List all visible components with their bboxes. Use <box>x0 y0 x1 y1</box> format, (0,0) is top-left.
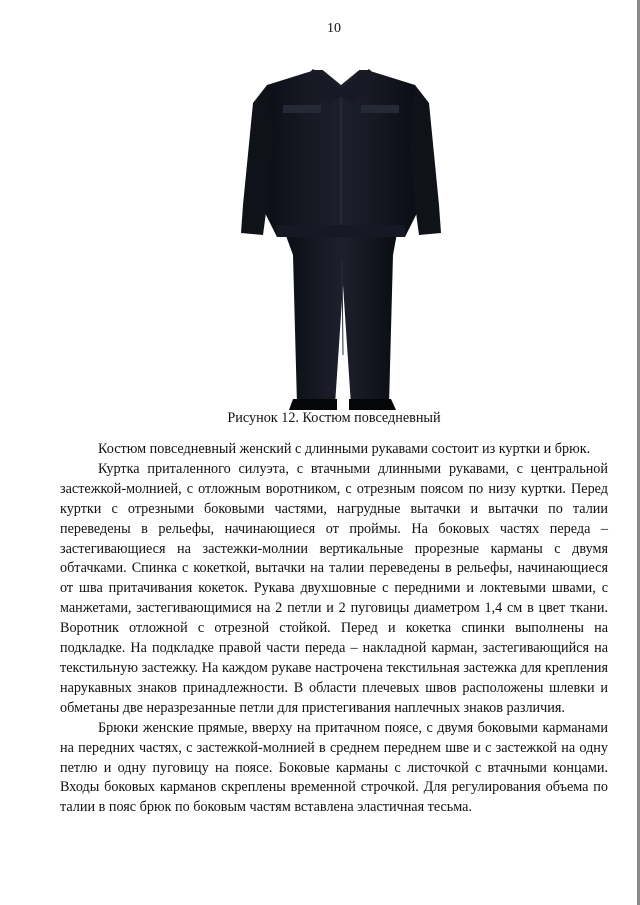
left-shoe <box>289 399 337 410</box>
body-text <box>60 440 608 818</box>
left-pocket-flap <box>283 105 321 113</box>
figure-uniform-suit <box>215 55 465 410</box>
page-number: 10 <box>327 21 341 36</box>
uniform-suit-photo-icon <box>215 55 465 410</box>
paragraph: Куртка приталенного силуэта, с втачными длинными рукавами, с центральной застежкой-молнией, с отложным воротником, с отрезным поясом по низу куртки. Перед куртки с отрезными боковыми частями, нагрудные вытачки и вытачки по талии переведены в рельефы, начинающиеся от проймы. На боковых частях переда – застегивающиеся на застежки-молнии вертикальные прорезные карманы с двумя обтачками. Спинка с кокеткой, вытачки на талии переведены в рельефы, начинающиеся от шва притачивания кокеток. Рукава двухшовные с передними и локтевыми швами, с манжетами, застегивающимися на 2 петли и 2 пуговицы диаметром 1,4 см в цвет ткани. Воротник отложной с отрезной стойкой. Перед и кокетка спинки выполнены на подкладке. На подкладке правой части переда – накладной карман, застегивающийся на текстильную застежку. На каждом рукаве настрочена текстильная застежка для крепления нарукавных знаков принадлежности. В области плечевых швов расположены шлевки и обметаны две неразрезанные петли для пристегивания наплечных знаков различия. <box>60 460 608 716</box>
jacket-waistband <box>277 225 405 237</box>
paragraph: Костюм повседневный женский с длинными рукавами состоит из куртки и брюк. <box>98 441 591 457</box>
paragraph: Брюки женские прямые, вверху на притачном поясе, с двумя боковыми карманами на передних частях, с застежкой-молнией в среднем переднем шве и с застежкой на одну петлю и одну пуговицу на поясе. Боковые карманы с листочкой с втачными концами. Входы боковых карманов скреплены временной строчкой. Для регулирования объема по талии в пояс брюк по боковым частям вставлена эластичная тесьма. <box>60 719 608 816</box>
right-shoe <box>349 399 396 410</box>
right-pocket-flap <box>361 105 399 113</box>
trousers-shape <box>285 233 397 405</box>
figure-caption: Рисунок 12. Костюм повседневный <box>227 410 441 426</box>
